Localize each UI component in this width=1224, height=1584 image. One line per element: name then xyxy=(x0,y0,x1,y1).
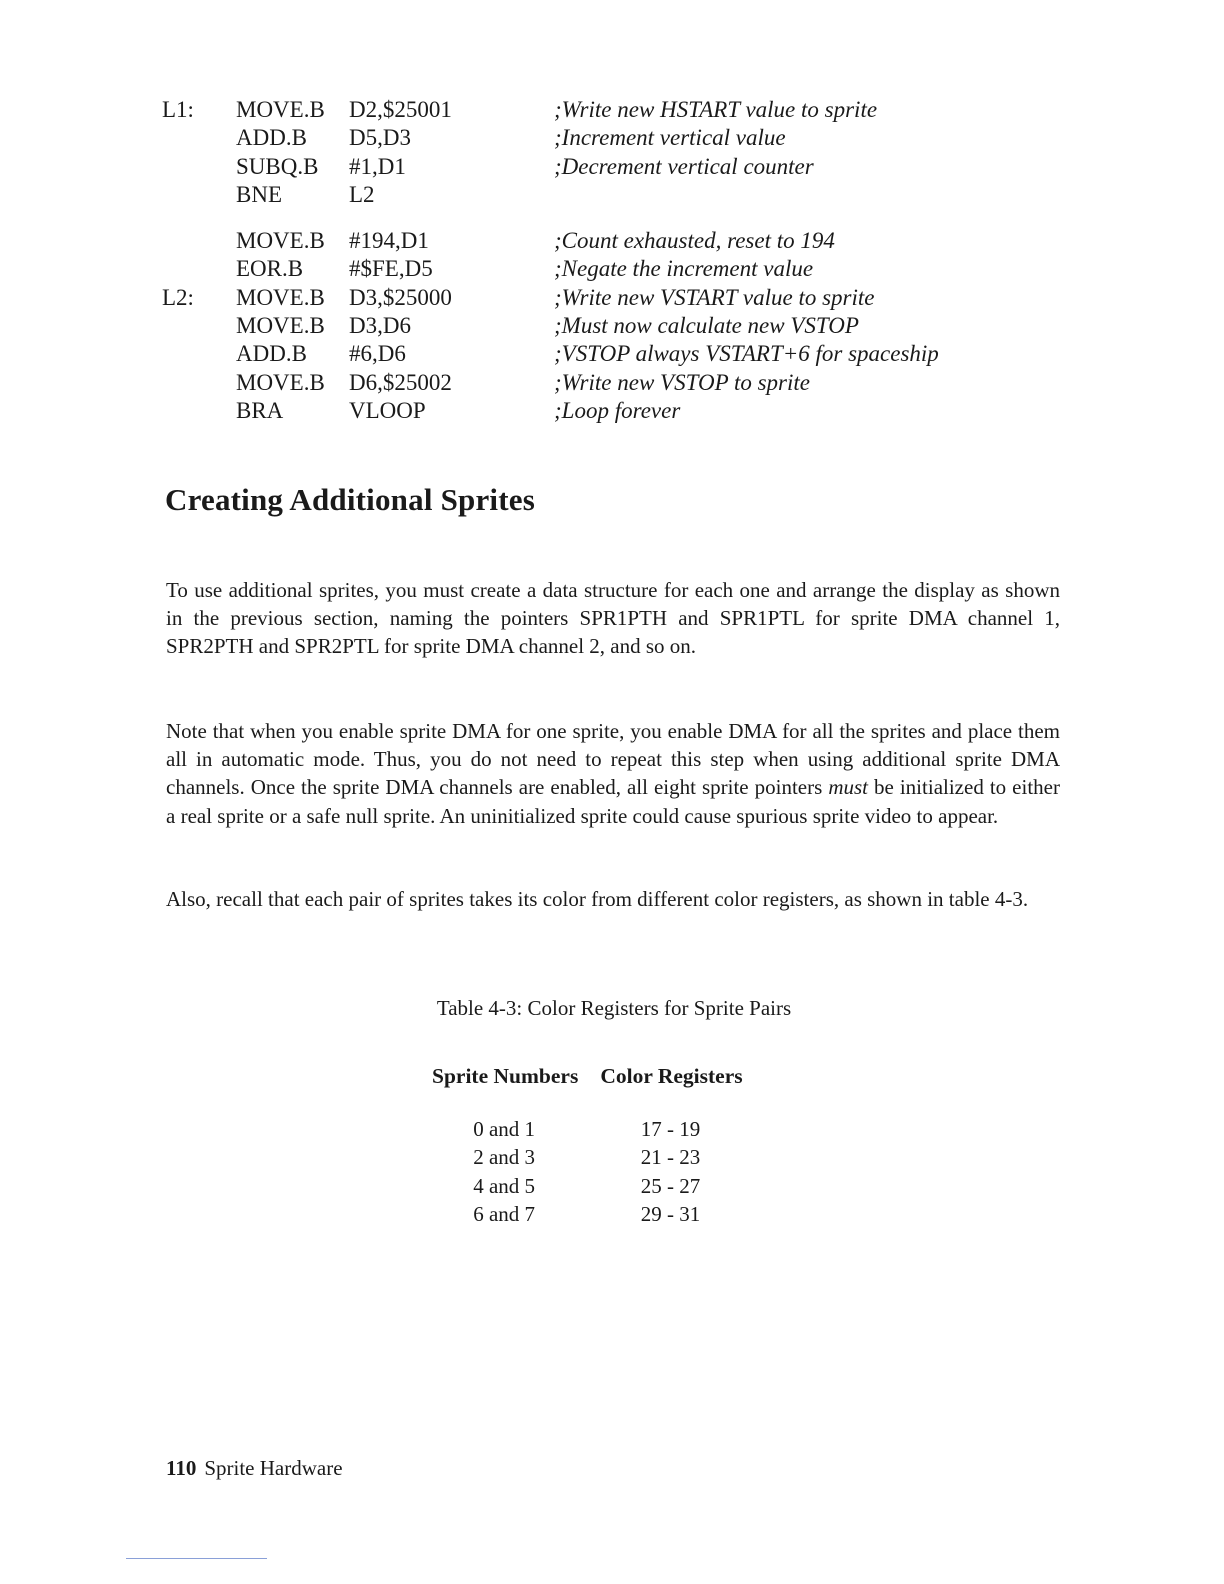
page-number: 110 xyxy=(166,1456,197,1480)
code-line xyxy=(162,153,1042,181)
code-line xyxy=(162,369,1042,397)
table-caption: Table 4-3: Color Registers for Sprite Pairs xyxy=(436,996,792,1020)
table-cell: 0 and 1 xyxy=(473,1117,536,1141)
code-opcode: EOR.B xyxy=(236,256,304,282)
chapter-name: Sprite Hardware xyxy=(204,1456,343,1480)
code-comment: ;Write new VSTOP to sprite xyxy=(554,369,810,395)
paragraph xyxy=(166,717,1060,830)
table-row xyxy=(420,1115,753,1143)
code-comment: ;Loop forever xyxy=(554,397,681,423)
code-comment: ;Negate the increment value xyxy=(554,256,814,282)
code-comment: ;Write new VSTART value to sprite xyxy=(554,284,875,310)
code-opcode: SUBQ.B xyxy=(236,153,319,179)
table-cell: 2 and 3 xyxy=(473,1145,536,1170)
table-cell: 6 and 7 xyxy=(473,1201,536,1226)
section-title: Creating Additional Sprites xyxy=(165,482,535,517)
table-row xyxy=(420,1200,753,1228)
table-cell: 29 - 31 xyxy=(640,1201,701,1226)
code-operand: D2,$25001 xyxy=(349,97,452,122)
code-operand: #6,D6 xyxy=(349,341,406,367)
code-opcode: ADD.B xyxy=(236,341,307,367)
code-line xyxy=(162,96,1042,124)
paragraph: To use additional sprites, you must create a data structure for each one and arrange the display as shown in the previous section, naming the pointers SPR1PTH and SPR1PTL for sprite DMA channel 1, SPR2PTH and SPR2PTL for sprite DMA channel 2, and so on. xyxy=(166,578,1060,659)
code-comment: ;Write new HSTART value to sprite xyxy=(554,97,878,122)
code-opcode: MOVE.B xyxy=(236,284,325,310)
code-opcode: MOVE.B xyxy=(236,369,325,395)
paragraph-text: Note that when you enable sprite DMA for one sprite, you enable DMA for all the sprites and place them all in automatic mode. Thus, you do not need to repeat this step when using additional sprite DMA channels. Once the sprite DMA channels are enabled, all eight sprite pointers xyxy=(166,719,1060,800)
code-comment: ;Decrement vertical counter xyxy=(554,153,814,179)
table-row xyxy=(420,1143,753,1171)
code-line xyxy=(162,284,1042,312)
table-cell: 17 - 19 xyxy=(640,1117,701,1141)
code-comment: ;Count exhausted, reset to 194 xyxy=(554,228,835,254)
code-operand: L2 xyxy=(349,181,375,207)
paragraph-text: be initialized to either a real sprite or a safe null sprite. An uninitialized sprite could cause spurious sprite video to appear. xyxy=(166,775,1060,828)
code-opcode: MOVE.B xyxy=(236,228,325,254)
code-label: L2: xyxy=(162,284,194,310)
code-opcode: BNE xyxy=(236,181,282,207)
code-line xyxy=(162,312,1042,340)
table-header-row xyxy=(420,1064,753,1115)
table-row xyxy=(420,1172,753,1200)
table-cell: 25 - 27 xyxy=(640,1173,701,1198)
code-line xyxy=(162,255,1042,283)
code-line xyxy=(162,397,1042,425)
assembly-code-listing xyxy=(162,96,1042,425)
page-footer xyxy=(166,1456,343,1481)
table-cell: 4 and 5 xyxy=(473,1173,536,1198)
column-header-color-registers: Color Registers xyxy=(600,1064,743,1088)
code-opcode: BRA xyxy=(236,397,284,423)
code-operand: #$FE,D5 xyxy=(349,256,433,282)
code-comment: ;Must now calculate new VSTOP xyxy=(554,313,859,339)
code-comment: ;VSTOP always VSTART+6 for spaceship xyxy=(554,341,939,367)
code-operand: D3,D6 xyxy=(349,313,411,339)
code-line xyxy=(162,340,1042,368)
footer-divider xyxy=(126,1558,267,1559)
code-operand: #194,D1 xyxy=(349,228,429,254)
color-register-table xyxy=(420,1064,753,1228)
code-opcode: MOVE.B xyxy=(236,313,325,339)
code-line xyxy=(162,181,1042,209)
code-label: L1: xyxy=(162,97,194,122)
column-header-sprite-numbers: Sprite Numbers xyxy=(432,1064,579,1088)
code-operand: VLOOP xyxy=(349,397,426,423)
code-operand: D3,$25000 xyxy=(349,284,452,310)
table-cell: 21 - 23 xyxy=(640,1145,701,1170)
code-operand: D5,D3 xyxy=(349,125,411,151)
code-line xyxy=(162,124,1042,152)
code-opcode: MOVE.B xyxy=(236,97,325,122)
emphasis-text: must xyxy=(828,775,868,800)
code-line xyxy=(162,227,1042,255)
code-operand: D6,$25002 xyxy=(349,369,452,395)
code-operand: #1,D1 xyxy=(349,153,406,179)
paragraph: Also, recall that each pair of sprites takes its color from different color registers, as shown in table 4-3. xyxy=(166,887,1029,911)
code-comment: ;Increment vertical value xyxy=(554,125,786,151)
code-opcode: ADD.B xyxy=(236,125,307,151)
